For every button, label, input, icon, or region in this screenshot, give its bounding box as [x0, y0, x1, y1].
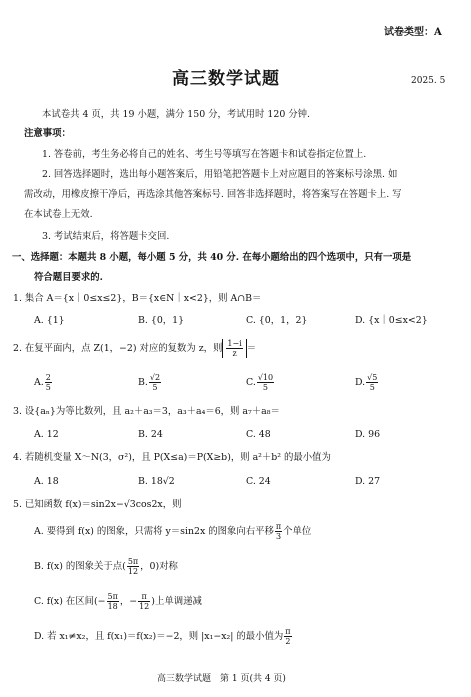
fraction-denominator: 18 [107, 602, 118, 611]
fraction-numerator: π [275, 522, 282, 531]
question-4-option-a: A. 18 [34, 476, 59, 487]
question-3-option-a: A. 12 [34, 429, 59, 440]
option-text: 个单位 [283, 525, 312, 537]
exam-date: 2025. 5 [411, 76, 446, 86]
question-5-stem: 5. 已知函数 f(x)＝sin2x−√3cos2x，则 [13, 499, 182, 510]
option-text: C. f(x) 在区间(− [34, 595, 106, 607]
question-4-option-d: D. 27 [355, 476, 381, 487]
fraction-denominator: 5 [152, 383, 158, 392]
fraction-numerator: π [285, 627, 291, 636]
option-text: )上单调递减 [151, 595, 202, 607]
question-4-option-b: B. 18√2 [138, 476, 175, 487]
option-text: ，0)对称 [140, 560, 178, 572]
question-3-option-c: C. 48 [246, 429, 271, 440]
notes-heading: 注意事项： [24, 128, 71, 139]
fraction-denominator: 5 [262, 383, 269, 392]
question-2-fraction-denominator: z [232, 349, 237, 358]
fraction-numerator: 5π [127, 557, 139, 566]
option-text: ，− [119, 595, 138, 607]
note-2-line-2: 需改动，用橡皮擦干净后，再选涂其他答案标号. 回答非选择题时，将答案写在答题卡上. 写 [24, 189, 402, 200]
option-label: B. [138, 376, 148, 388]
fraction-numerator: 2 [45, 373, 51, 382]
note-3: 3. 考试结束后，将答题卡交回. [42, 231, 170, 242]
option-text: D. 若 x₁≠x₂，且 f(x₁)＝f(x₂)＝−2，则 |x₁−x₂| 的最小值为 [34, 630, 284, 642]
option-label: C. [246, 376, 256, 388]
question-2-option-b [138, 373, 162, 392]
fraction-denominator: 3 [275, 532, 282, 541]
fraction-numerator: √10 [257, 373, 274, 382]
note-2-line-3: 在本试卷上无效. [24, 209, 93, 220]
question-3-option-d: D. 96 [355, 429, 381, 440]
option-text: B. f(x) 的图象关于点( [34, 560, 126, 572]
question-3-stem: 3. 设{aₙ}为等比数列，且 a₂＋a₃＝3，a₃＋a₄＝6，则 a₇＋a₈＝ [13, 406, 280, 417]
note-1: 1. 答卷前，考生务必将自己的姓名、考生号等填写在答题卡和试卷指定位置上. [42, 149, 367, 160]
question-2-abs-expression [222, 339, 246, 358]
fraction-numerator: π [138, 592, 150, 602]
question-5-option-c [34, 592, 202, 611]
question-5-option-d [34, 627, 293, 646]
question-1-option-d: D. {x｜0≤x<2} [355, 315, 428, 326]
question-1-stem: 1. 集合 A＝{x｜0≤x≤2}，B＝{x∈N｜x<2}，则 A∩B＝ [13, 293, 262, 304]
paper-type-label: 试卷类型：A [384, 27, 442, 38]
question-5-option-a [34, 522, 311, 541]
intro-text: 本试卷共 4 页，共 19 小题，满分 150 分，考试用时 120 分钟. [42, 109, 311, 120]
option-label: D. [355, 376, 366, 388]
question-4-option-c: C. 24 [246, 476, 271, 487]
fraction-denominator: 12 [127, 567, 139, 576]
fraction-numerator: √5 [367, 373, 378, 382]
question-4-stem: 4. 若随机变量 X～N(3，σ²)，且 P(X≤a)＝P(X≥b)，则 a²＋b² 的最小值为 [13, 452, 331, 463]
question-2-stem-text: 2. 在复平面内，点 Z(1，−2) 对应的复数为 z，则 [13, 342, 223, 354]
section-heading-line-1: 一、选择题：本题共 8 小题，每小题 5 分，共 40 分. 在每小题给出的四个选项中，只有一项是 [12, 252, 412, 263]
fraction-denominator: 5 [45, 383, 51, 392]
question-2-option-d [355, 373, 379, 392]
question-2-option-c [246, 373, 275, 392]
page-title: 高三数学试题 [172, 69, 280, 89]
question-3-option-b: B. 24 [138, 429, 163, 440]
fraction-denominator: 2 [285, 637, 291, 646]
option-label: A. [34, 376, 44, 388]
note-2-line-1: 2. 回答选择题时，选出每小题答案后，用铅笔把答题卡上对应题目的答案标号涂黑. 如 [42, 169, 398, 180]
option-text: A. 要得到 f(x) 的图象，只需将 y＝sin2x 的图象向右平移 [34, 525, 274, 537]
question-1-option-b: B. {0，1} [138, 315, 185, 326]
question-2-equals: ＝ [246, 342, 257, 354]
section-heading-line-2: 符合题目要求的. [34, 272, 103, 283]
fraction-denominator: 5 [369, 383, 375, 392]
question-1-option-a: A. {1} [34, 315, 65, 326]
question-2-option-a [34, 373, 53, 392]
question-2-stem [13, 339, 256, 358]
fraction-denominator: 12 [139, 602, 150, 611]
fraction-numerator: √2 [149, 373, 161, 382]
page-footer: 高三数学试题 第 1 页(共 4 页) [157, 674, 286, 684]
question-2-fraction-numerator: 1−i [227, 339, 242, 348]
question-1-option-c: C. {0，1，2} [246, 315, 308, 326]
fraction-numerator: 5π [107, 592, 118, 601]
question-5-option-b [34, 557, 178, 576]
